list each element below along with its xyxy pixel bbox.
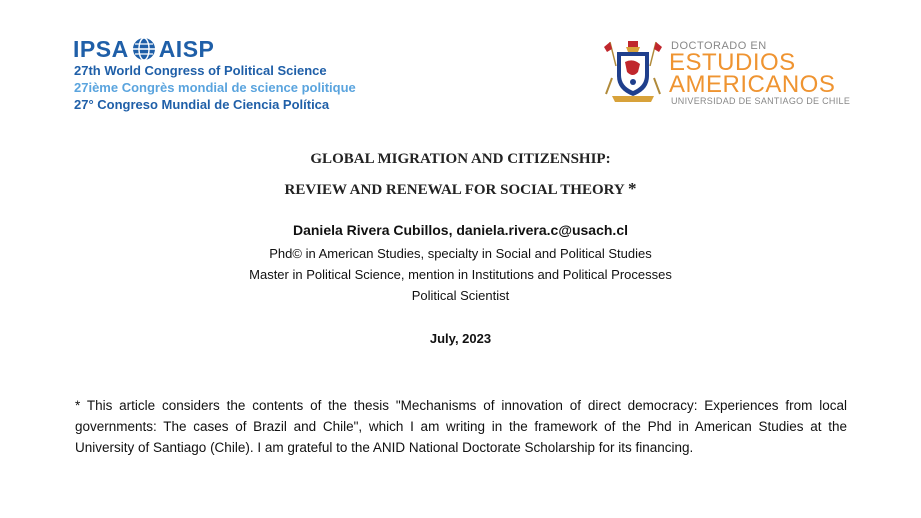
congress-name-en: 27th World Congress of Political Science [74,63,327,78]
university-crest-icon [602,38,664,104]
globe-icon [132,37,156,61]
paper-title-line2 [0,179,921,199]
affiliation-line: Master in Political Science, mention in Institutions and Political Processes [249,267,672,282]
paper-title-line1: GLOBAL MIGRATION AND CITIZENSHIP: [310,151,611,167]
footnote-text: * This article considers the contents of the thesis "Mechanisms of innovation of direct democracy: Experiences from local governments: The cases of Brazil and Chile", which I am writing in the framework of the Phd in American Studies at the University of Santiago (Chile). I am grateful to the ANID National Doctorate Scholarship for its financing. [75,398,847,455]
program-name-line2: AMERICANOS [669,71,836,98]
congress-name-es: 27° Congreso Mundial de Ciencia Política [74,97,330,112]
affiliation-line: Political Scientist [411,288,510,303]
program-name-line1: ESTUDIOS [669,49,796,76]
footnote-marker: * [627,179,637,198]
author-line: Daniela Rivera Cubillos, daniela.rivera.c@usach.cl [292,222,628,238]
ipsa-logo [73,36,214,62]
paper-title-line2-text: REVIEW AND RENEWAL FOR SOCIAL THEORY [284,182,625,198]
publication-date: July, 2023 [429,331,492,346]
congress-name-fr: 27ième Congrès mondial de science politique [74,80,356,95]
program-label-small: DOCTORADO EN [671,40,767,52]
affiliation-line: Phd© in American Studies, specialty in Social and Political Studies [269,246,652,261]
university-name: UNIVERSIDAD DE SANTIAGO DE CHILE [671,96,851,106]
ipsa-logo-text: IPSA [73,36,129,62]
aisp-logo-text: AISP [158,36,215,62]
